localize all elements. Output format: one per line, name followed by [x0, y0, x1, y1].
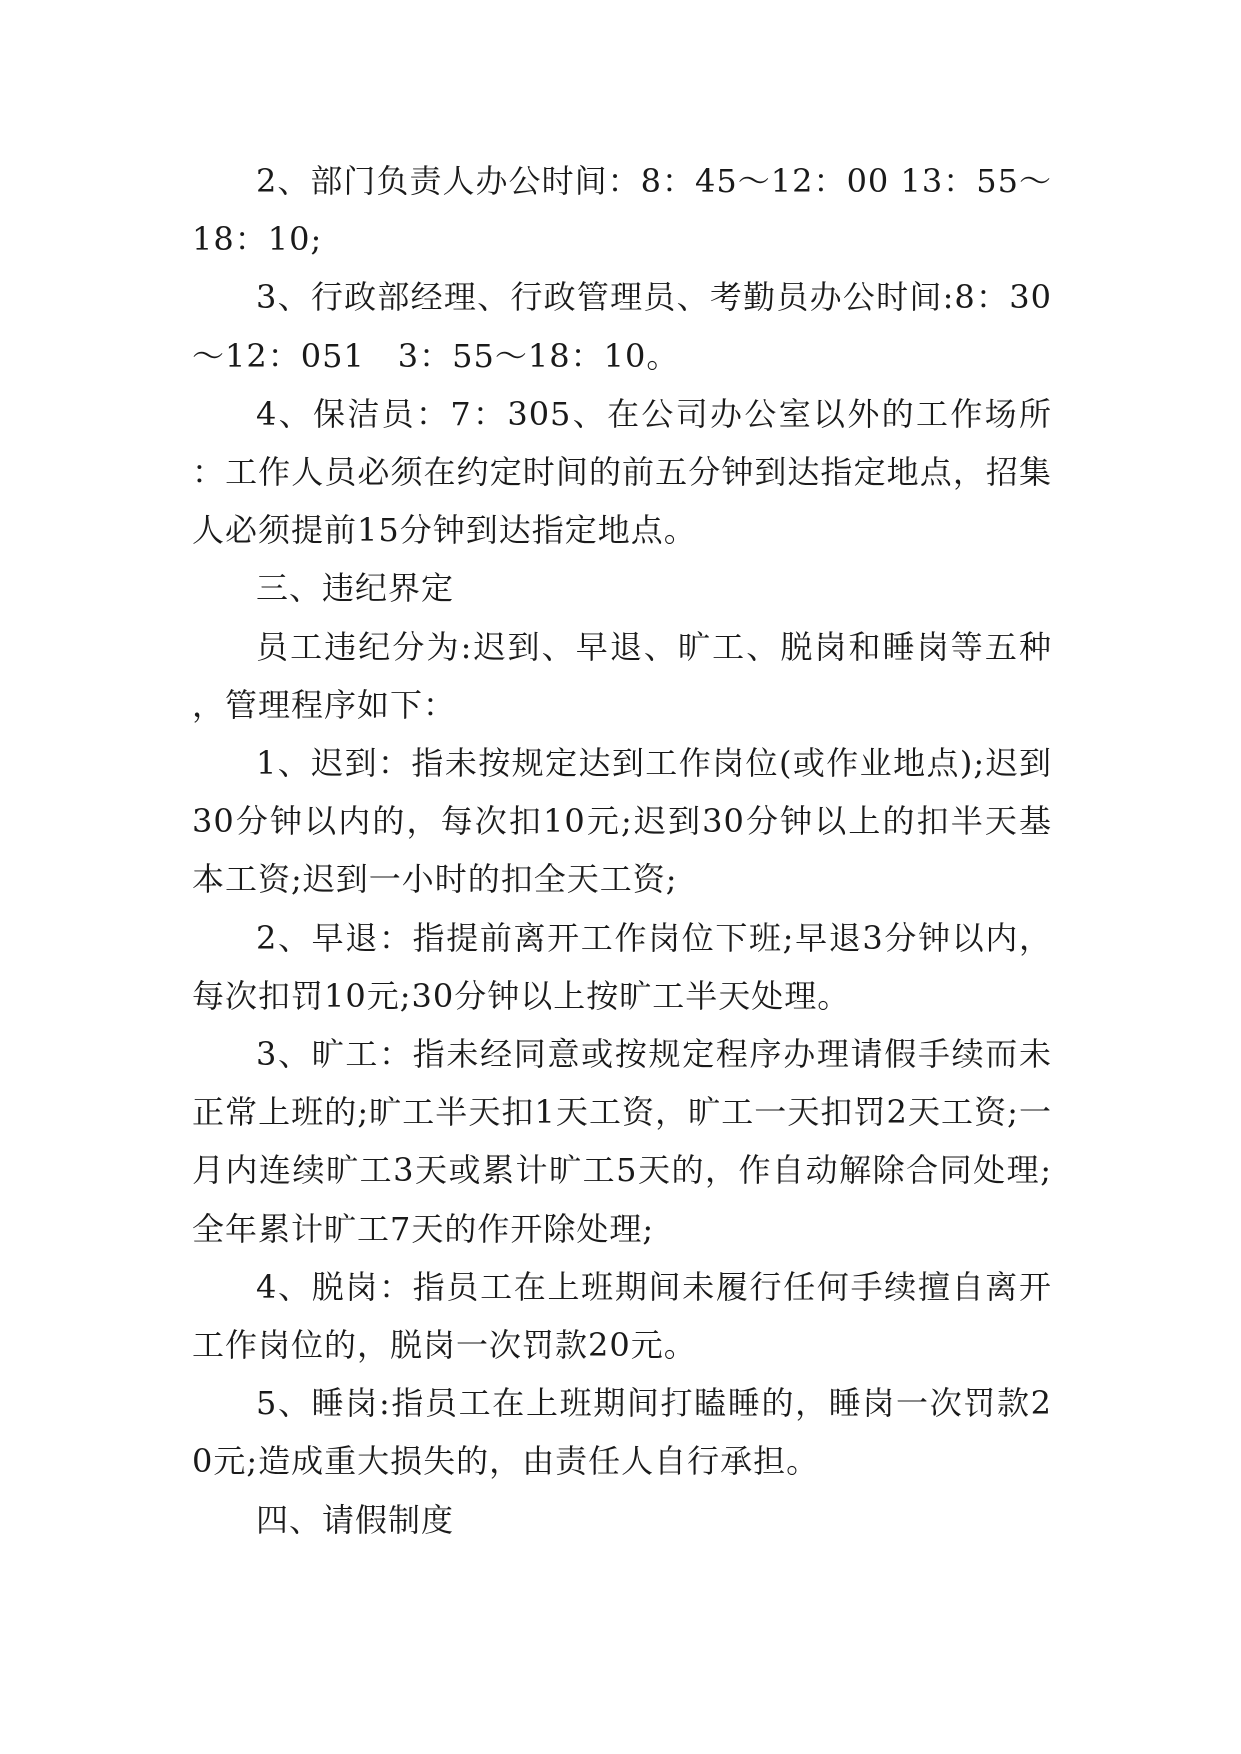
paragraph-cleaner-hours: 4、保洁员：7：305、在公司办公室以外的工作场所：工作人员必须在约定时间的前五分钟到达指定地点，招集人必须提前15分钟到达指定地点。	[192, 394, 1052, 550]
section-heading-leave-policy: 四、请假制度	[256, 1500, 455, 1539]
section-heading-violations: 三、违纪界定	[256, 569, 455, 608]
document-body	[192, 152, 1052, 1549]
paragraph-leaving-post: 4、脱岗：指员工在上班期间未履行任何手续擅自离开工作岗位的，脱岗一次罚款20元。	[192, 1267, 1052, 1365]
paragraph-late: 1、迟到：指未按规定达到工作岗位(或作业地点);迟到30分钟以内的，每次扣10元;迟到30分钟以上的扣半天基本工资;迟到一小时的扣全天工资;	[192, 744, 1052, 899]
paragraph-violation-types: 员工违纪分为:迟到、早退、旷工、脱岗和睡岗等五种，管理程序如下：	[192, 627, 1052, 724]
paragraph-absence: 3、旷工：指未经同意或按规定程序办理请假手续而未正常上班的;旷工半天扣1天工资，旷工一天扣罚2天工资;一月内连续旷工3天或累计旷工5天的，作自动解除合同处理;全年累计旷工7天的作开除处理;	[192, 1035, 1052, 1248]
paragraph-early-leave: 2、早退：指提前离开工作岗位下班;早退3分钟以内，每次扣罚10元;30分钟以上按旷工半天处理。	[192, 918, 1052, 1015]
paragraph-dept-head-hours: 2、部门负责人办公时间：8：45～12：00 13：55～18：10;	[192, 162, 1052, 259]
paragraph-sleeping-on-duty: 5、睡岗:指员工在上班期间打瞌睡的，睡岗一次罚款20元;造成重大损失的，由责任人自行承担。	[192, 1384, 1052, 1481]
paragraph-admin-hours: 3、行政部经理、行政管理员、考勤员办公时间:8：30～12：051 3：55～18：10。	[192, 278, 1052, 375]
